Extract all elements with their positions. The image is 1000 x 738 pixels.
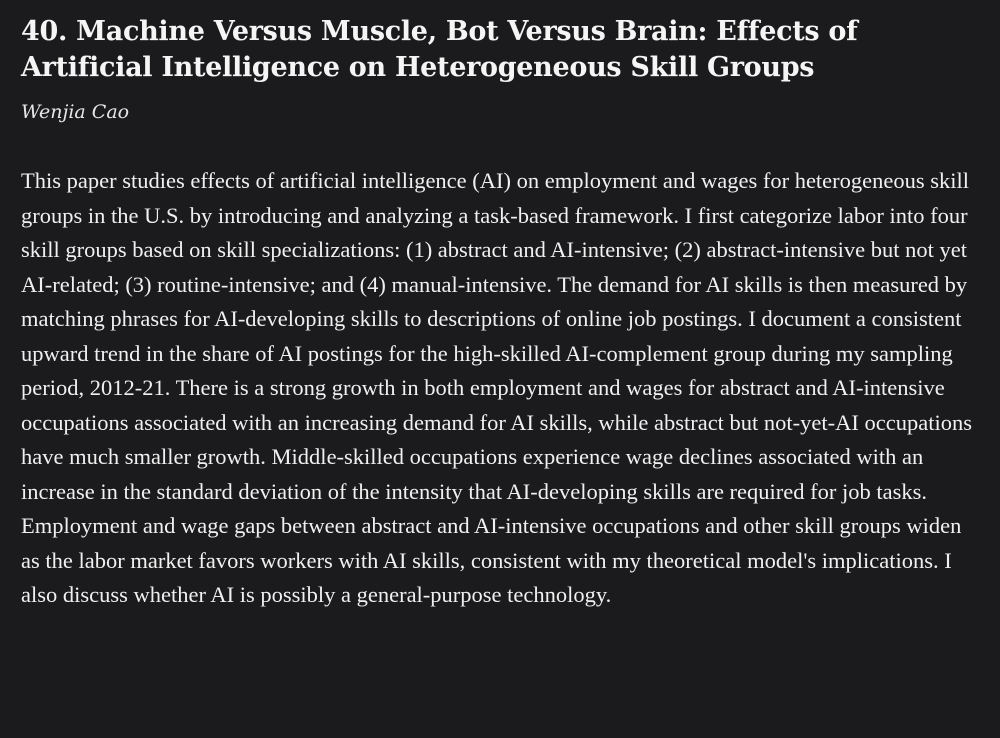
abstract-text: This paper studies effects of artificial intelligence (AI) on employment and wages for heterogeneous skill groups in the U.S. by introducing and analyzing a task-based framework. I first categorize labor into four skill groups based on skill specializations: (1) abstract and AI-intensive; (2) abstract-intensive but not yet AI-related; (3) routine-intensive; and (4) manual-intensive. The demand for AI skills is then measured by matching phrases for AI-developing skills to descriptions of online job postings. I document a consistent upward trend in the share of AI postings for the high-skilled AI-complement group during my sampling period, 2012-21. There is a strong growth in both employment and wages for abstract and AI-intensive occupations associated with an increasing demand for AI skills, while abstract but not-yet-AI occupations have much smaller growth. Middle-skilled occupations experience wage declines associated with an increase in the standard deviation of the intensity that AI-developing skills are required for job tasks. Employment and wage gaps between abstract and AI-intensive occupations and other skill groups widen as the labor market favors workers with AI skills, consistent with my theoretical model's implications. I also discuss whether AI is possibly a general-purpose technology.	[21, 168, 972, 607]
author-name: Wenjia Cao	[21, 101, 130, 123]
article-title: 40. Machine Versus Muscle, Bot Versus Brain: Effects of Artificial Intelligence on Heterogeneous Skill Groups	[21, 16, 858, 83]
